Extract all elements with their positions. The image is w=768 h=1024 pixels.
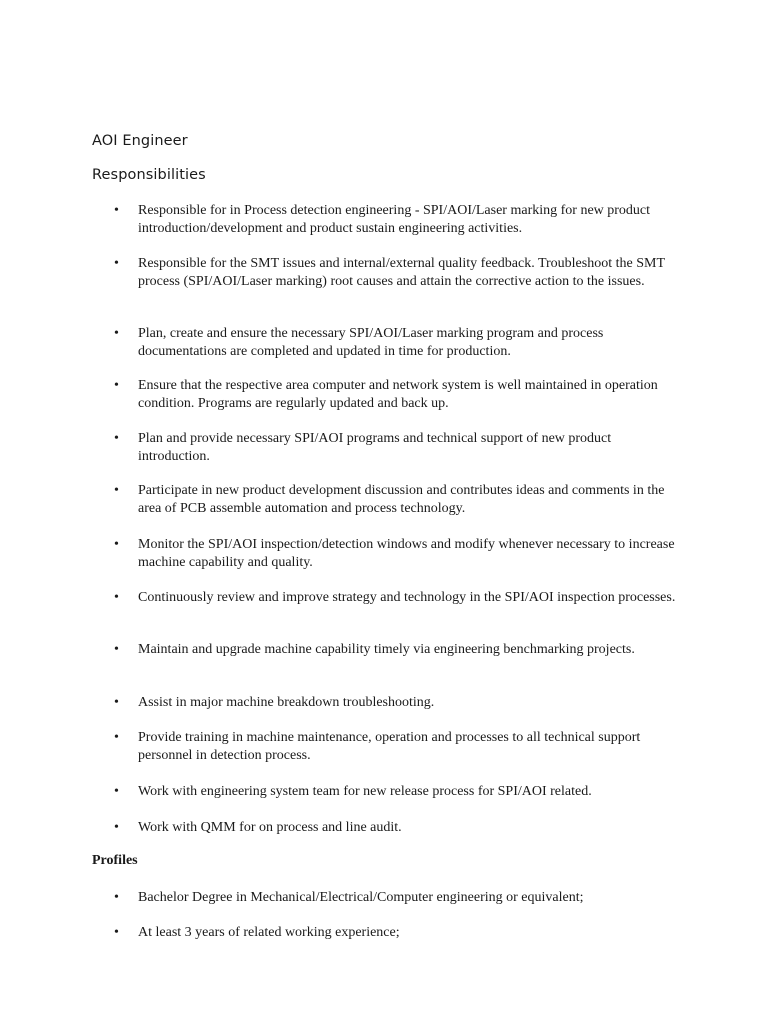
bullet-icon: •	[114, 590, 119, 605]
bullet-icon: •	[114, 326, 119, 341]
list-item	[114, 202, 684, 237]
list-item	[114, 694, 684, 712]
bullet-icon: •	[114, 537, 119, 552]
list-item-text: At least 3 years of related working experience;	[138, 925, 400, 940]
list-item	[114, 729, 684, 764]
list-item-text: Continuously review and improve strategy and technology in the SPI/AOI inspection processes.	[138, 590, 676, 605]
bullet-icon: •	[114, 784, 119, 799]
list-item	[114, 482, 684, 517]
list-item	[114, 641, 684, 659]
list-item	[114, 924, 684, 942]
responsibilities-heading: Responsibilities	[92, 167, 206, 183]
list-item-text: Work with QMM for on process and line audit.	[138, 820, 402, 835]
list-item	[114, 325, 684, 360]
list-item-text: Assist in major machine breakdown troubleshooting.	[138, 695, 435, 710]
list-item	[114, 589, 684, 607]
list-item-text: Plan and provide necessary SPI/AOI programs and technical support of new product introduction.	[138, 431, 612, 464]
bullet-icon: •	[114, 431, 119, 446]
list-item-text: Plan, create and ensure the necessary SPI/AOI/Laser marking program and process documentations are completed and updated in time for production.	[138, 326, 604, 359]
bullet-icon: •	[114, 378, 119, 393]
list-item	[114, 889, 684, 907]
list-item	[114, 377, 684, 412]
bullet-icon: •	[114, 925, 119, 940]
bullet-icon: •	[114, 256, 119, 271]
bullet-icon: •	[114, 642, 119, 657]
list-item-text: Bachelor Degree in Mechanical/Electrical/Computer engineering or equivalent;	[138, 890, 584, 905]
list-item	[114, 255, 684, 290]
bullet-icon: •	[114, 820, 119, 835]
bullet-icon: •	[114, 695, 119, 710]
list-item-text: Work with engineering system team for new release process for SPI/AOI related.	[138, 784, 592, 799]
document-title: AOI Engineer	[92, 133, 188, 149]
list-item-text: Monitor the SPI/AOI inspection/detection windows and modify whenever necessary to increase machine capability and quality.	[138, 537, 675, 570]
bullet-icon: •	[114, 483, 119, 498]
bullet-icon: •	[114, 730, 119, 745]
list-item-text: Responsible for in Process detection engineering - SPI/AOI/Laser marking for new product introduction/development and product sustain engineering activities.	[138, 203, 651, 236]
list-item-text: Provide training in machine maintenance, operation and processes to all technical support personnel in detection process.	[138, 730, 641, 763]
profiles-heading: Profiles	[92, 853, 138, 868]
bullet-icon: •	[114, 203, 119, 218]
list-item-text: Ensure that the respective area computer and network system is well maintained in operation condition. Programs are regularly updated and back up.	[138, 378, 658, 411]
list-item	[114, 430, 684, 465]
list-item-text: Responsible for the SMT issues and internal/external quality feedback. Troubleshoot the SMT process (SPI/AOI/Laser marking) root causes and attain the corrective action to the issues.	[138, 256, 665, 289]
bullet-icon: •	[114, 890, 119, 905]
list-item-text: Participate in new product development discussion and contributes ideas and comments in the area of PCB assemble automation and process technology.	[138, 483, 665, 516]
list-item	[114, 536, 684, 571]
list-item-text: Maintain and upgrade machine capability timely via engineering benchmarking projects.	[138, 642, 635, 657]
list-item	[114, 819, 684, 837]
list-item	[114, 783, 684, 801]
